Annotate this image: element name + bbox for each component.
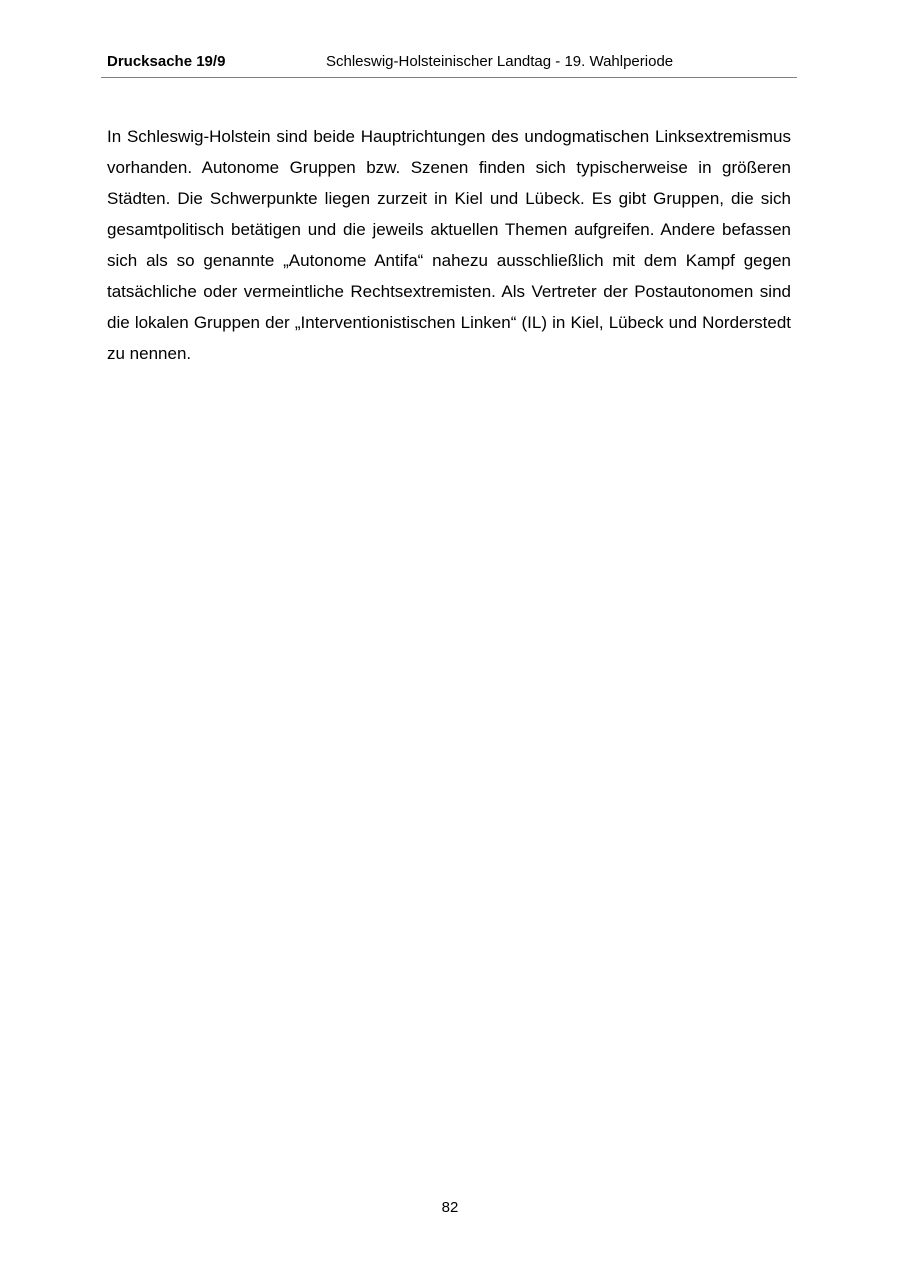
header-title: Schleswig-Holsteinischer Landtag - 19. Wahlperiode — [326, 53, 674, 70]
document-number: Drucksache 19/9 — [107, 53, 226, 70]
page-header — [101, 52, 797, 78]
body-paragraph: In Schleswig-Holstein sind beide Hauptrichtungen des undogmatischen Linksextremismus vorhanden. Autonome Gruppen bzw. Szenen finden sich typischerweise in größeren Städten. Die Schwerpunkte liegen zurzeit in Kiel und Lübeck. Es gibt Gruppen, die sich gesamtpolitisch betätigen und die jeweils aktuellen Themen aufgreifen. Andere befassen sich als so genannte „Autonome Antifa“ nahezu ausschließlich mit dem Kampf gegen tatsächliche oder vermeintliche Rechtsextremisten. Als Vertreter der Postautonomen sind die lokalen Gruppen der „Interventionistischen Linken“ (IL) in Kiel, Lübeck und Norderstedt zu nennen. — [107, 127, 791, 363]
page-number: 82 — [441, 1199, 459, 1216]
